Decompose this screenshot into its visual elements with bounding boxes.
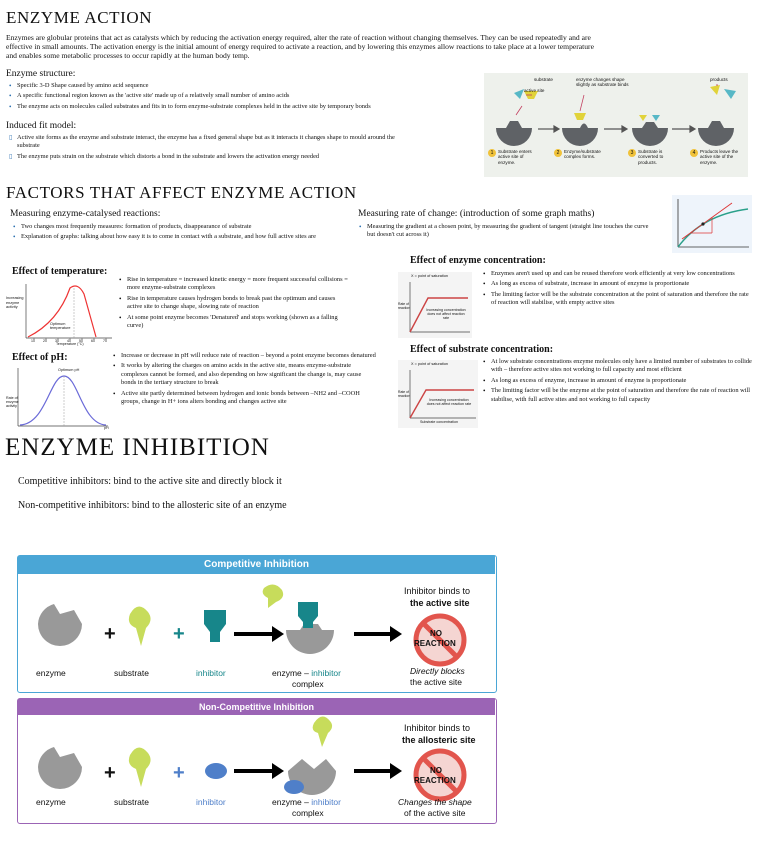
svg-text:+: + <box>173 623 185 645</box>
sub-graph-ylabel: Rate of reaction <box>398 390 411 398</box>
complex-enzyme: enzyme – <box>272 797 312 807</box>
temp-graph-xlabel: Temperature (°C) <box>56 342 84 346</box>
label-products: products <box>710 77 728 82</box>
label-complex <box>272 797 341 807</box>
rate-heading: Measuring rate of change: (introduction of some graph maths) <box>358 209 595 219</box>
list-item: ▯ The enzyme puts strain on the substrate which distorts a bond in the substrate and lowers the activation energy needed <box>8 153 408 161</box>
ph-list <box>112 352 378 408</box>
competitive-panel-title: Competitive Inhibition <box>18 556 495 574</box>
competitive-panel <box>17 555 497 693</box>
step-text: Substrate is converted to products. <box>638 149 664 165</box>
label-substrate: substrate <box>534 77 553 82</box>
list-item: • The limiting factor will be the substrate concentration at the point of saturation and therefore the rate of reaction will stabilise, with empty active sites <box>482 291 754 308</box>
conc-graph-note: Increasing concentration does not affect reaction rate <box>426 308 466 321</box>
list-item: • A specific functional region known as the 'active site' made up of a relatively small number of amino acids <box>8 92 478 100</box>
section-title-enzyme-action: ENZYME ACTION <box>6 8 153 27</box>
substrate-concentration-list <box>482 358 754 406</box>
substrate-concentration-graph <box>398 360 478 428</box>
tick-label: 70 <box>103 339 107 343</box>
ph-graph-optimum: Optimum pH <box>58 368 80 372</box>
conc-graph-ylabel: Rate of reaction <box>398 302 411 310</box>
list-item: ▯ Active site forms as the enzyme and substrate interact, the enzyme has a fixed general shape but as it interacts it changes shape to mould around the substrate <box>8 134 408 151</box>
complex-inhibitor: inhibitor <box>311 668 341 678</box>
label-complex-word: complex <box>292 808 324 818</box>
caption-line2: the active site <box>410 677 462 687</box>
svg-text:+: + <box>104 762 116 784</box>
list-item: • It works by altering the charges on amino acids in the active site, means enzyme-substrate complexes cannot be formed, and also depending on how significant the change is, may cause bonds in the tertiary structure to break <box>112 362 378 387</box>
sub-graph-note: Increasing concentration does not affect reaction rate <box>426 398 472 407</box>
section-title-factors: FACTORS THAT AFFECT ENZYME ACTION <box>6 183 357 202</box>
step-number: 4 <box>690 149 698 157</box>
temp-graph-ylabel: Increasing enzyme activity <box>6 296 24 310</box>
tick-label: 40 <box>67 339 71 343</box>
list-item: • At low substrate concentrations enzyme molecules only have a limited number of substrates to collide with – therefore active sites not working to full capacity and most efficient <box>482 358 754 375</box>
list-item: • Rise in temperature = increased kinetic energy = more frequent successful collisions = more enzyme-substrate complexes <box>118 276 348 293</box>
tick-label: 30 <box>55 339 59 343</box>
label-substrate: substrate <box>114 668 149 678</box>
temp-graph-optimum: Optimum temperature <box>50 322 71 331</box>
label-inhibitor: inhibitor <box>196 797 226 807</box>
label-active-site: active site <box>524 88 545 93</box>
caption-line1: Directly blocks <box>410 666 465 676</box>
competitive-text: Competitive inhibitors: bind to the active site and directly block it <box>18 476 282 487</box>
enzyme-concentration-list <box>482 270 754 310</box>
rate-list <box>358 223 658 242</box>
sub-graph-xlabel: Substrate concentration <box>420 420 458 424</box>
ph-heading: Effect of pH: <box>12 352 68 363</box>
noncompetitive-panel-title: Non-Competitive Inhibition <box>18 699 495 715</box>
complex-inhibitor: inhibitor <box>311 797 341 807</box>
no-text: NO <box>430 766 442 775</box>
induced-fit-heading: Induced fit model: <box>6 121 77 131</box>
label-inhibitor: inhibitor <box>196 668 226 678</box>
list-item: • Two changes most frequently measures: formation of products, disappearance of substrate <box>12 223 342 231</box>
binds-text: Inhibitor binds to <box>404 586 471 596</box>
step-text: Enzyme/substrate complex forms. <box>564 149 601 160</box>
tick-label: 50 <box>79 339 83 343</box>
label-complex-word: complex <box>292 679 324 689</box>
tangent-graph <box>672 195 752 253</box>
measuring-list <box>12 223 342 244</box>
label-complex <box>272 668 341 678</box>
ph-graph <box>6 366 110 430</box>
step-text: Substrate enters active site of enzyme. <box>498 149 532 165</box>
structure-list <box>8 82 478 113</box>
ph-graph-xlabel: pH <box>104 426 109 430</box>
list-item: • Rise in temperature causes hydrogen bonds to break past the optimum and causes active site to change shape, slowing rate of reaction <box>118 295 348 312</box>
sub-graph-saturation: X = point of saturation <box>411 362 449 366</box>
intro-paragraph: Enzymes are globular proteins that act as catalysts which by reducing the activation energy required, alter the rate of reaction without changing themselves. They can be used repeatedly and are effective in small amounts. The activation energy is the initial amount of energy required to activate a reaction, and by lowering this enzymes allow reactions to take place at a lower temperature and enables some metabolic processes to occur rapidly at the human body temp. <box>6 33 594 61</box>
list-item: • Active site partly determined between hydrogen and ionic bonds between –NH2 and –COOH groups, change in H+ ions alters bonding and changes active site <box>112 390 378 407</box>
enzyme-concentration-heading: Effect of enzyme concentration: <box>410 255 546 266</box>
list-item: • As long as excess of enzyme, increase in amount of enzyme is proportionate <box>482 377 754 385</box>
noncompetitive-text: Non-competitive inhibitors: bind to the allosteric site of an enzyme <box>18 500 287 511</box>
list-item: • As long as excess of substrate, increase in amount of enzyme is proportionate <box>482 280 754 288</box>
induced-fit-diagram <box>484 73 748 177</box>
no-text: NO <box>430 629 442 638</box>
list-item: • Explanation of graphs: talking about how easy it is to come in contact with a substrate, and how full active sites are <box>12 233 342 241</box>
temperature-list <box>118 276 348 332</box>
step-text: Products leave the active site of the enzyme. <box>700 149 739 165</box>
binds-site-text: the active site <box>410 598 470 608</box>
svg-text:+: + <box>104 623 116 645</box>
list-item: • Enzymes aren't used up and can be reused therefore work efficiently at very low concentrations <box>482 270 754 278</box>
noncompetitive-panel <box>17 698 497 824</box>
label-enzyme: enzyme <box>36 668 66 678</box>
induced-fit-list <box>8 134 408 163</box>
section-title-inhibition: ENZYME INHIBITION <box>5 434 270 461</box>
complex-enzyme: enzyme – <box>272 668 312 678</box>
binds-site-text: the allosteric site <box>402 735 476 745</box>
tick-label: 10 <box>31 339 35 343</box>
label-enzyme-changes: enzyme changes shape slightly as substrate binds <box>576 77 629 88</box>
list-item: • The enzyme acts on molecules called substrates and fits in to form enzyme-substrate complexes held in the active site by temporary bonds <box>8 103 478 111</box>
list-item: • Measuring the gradient at a chosen point, by measuring the gradient of tangent (straight line touches the curve but doesn't cut across it) <box>358 223 658 240</box>
structure-heading: Enzyme structure: <box>6 69 76 79</box>
label-substrate: substrate <box>114 797 149 807</box>
svg-text:+: + <box>173 762 185 784</box>
caption-line2: of the active site <box>404 808 466 818</box>
tick-label: 20 <box>43 339 47 343</box>
binds-text: Inhibitor binds to <box>404 723 471 733</box>
step-number: 1 <box>488 149 496 157</box>
measuring-heading: Measuring enzyme-catalysed reactions: <box>10 209 161 219</box>
conc-graph-saturation: X = point of saturation <box>411 274 449 278</box>
label-enzyme: enzyme <box>36 797 66 807</box>
step-number: 2 <box>554 149 562 157</box>
step-number: 3 <box>628 149 636 157</box>
enzyme-concentration-graph <box>398 272 472 338</box>
list-item: • Increase or decrease in pH will reduce rate of reaction – beyond a point enzyme becomes denatured <box>112 352 378 360</box>
reaction-text: REACTION <box>414 776 456 785</box>
temperature-graph <box>6 282 114 346</box>
tick-label: 60 <box>91 339 95 343</box>
list-item: • At some point enzyme becomes 'Denatured' and stops working (shown as a falling curve) <box>118 314 348 331</box>
list-item: • Specific 3-D Shape caused by amino acid sequence <box>8 82 478 90</box>
ph-graph-ylabel: Rate of enzyme activity <box>6 396 19 409</box>
temperature-heading: Effect of temperature: <box>12 266 108 277</box>
substrate-concentration-heading: Effect of substrate concentration: <box>410 344 554 355</box>
list-item: • The limiting factor will be the enzyme at the point of saturation and therefore the rate of reaction will stabilise, with full active sites and not working to full capacity <box>482 387 754 404</box>
caption-line1: Changes the shape <box>398 797 472 807</box>
reaction-text: REACTION <box>414 639 456 648</box>
